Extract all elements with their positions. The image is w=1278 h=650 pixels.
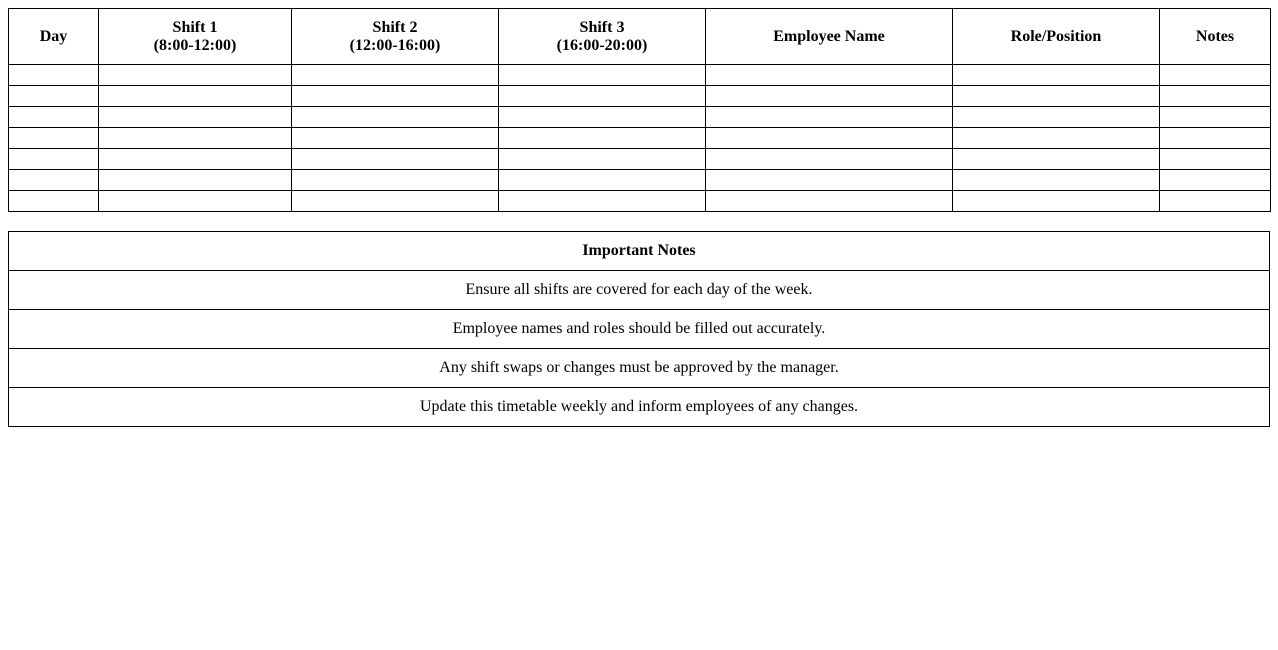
header-role-position: Role/Position [953,9,1160,65]
list-item [9,349,1270,388]
header-shift-3 [499,9,706,65]
cell-shift-1[interactable] [99,170,292,191]
shift-1-title: Shift 1 [172,18,218,36]
cell-shift-1[interactable] [99,128,292,149]
cell-notes[interactable] [1160,128,1271,149]
shift-schedule-table [8,8,1271,212]
cell-employee-name[interactable] [706,107,953,128]
cell-shift-3[interactable] [499,65,706,86]
cell-role-position[interactable] [953,170,1160,191]
cell-role-position[interactable] [953,65,1160,86]
header-shift-2 [292,9,499,65]
header-notes: Notes [1160,9,1271,65]
cell-shift-1[interactable] [99,107,292,128]
cell-shift-3[interactable] [499,107,706,128]
list-item [9,271,1270,310]
table-row [9,149,1271,170]
cell-notes[interactable] [1160,86,1271,107]
cell-notes[interactable] [1160,149,1271,170]
cell-shift-1[interactable] [99,149,292,170]
table-row [9,107,1271,128]
cell-employee-name[interactable] [706,65,953,86]
cell-day[interactable] [9,191,99,212]
cell-notes[interactable] [1160,170,1271,191]
cell-role-position[interactable] [953,86,1160,107]
shift-2-title: Shift 2 [372,18,418,36]
header-employee-name: Employee Name [706,9,953,65]
cell-day[interactable] [9,128,99,149]
cell-shift-3[interactable] [499,170,706,191]
schedule-header-row [9,9,1271,65]
cell-shift-3[interactable] [499,191,706,212]
cell-shift-1[interactable] [99,191,292,212]
cell-shift-3[interactable] [499,128,706,149]
header-day: Day [9,9,99,65]
cell-shift-2[interactable] [292,65,499,86]
cell-notes[interactable] [1160,107,1271,128]
note-text: Update this timetable weekly and inform employees of any changes. [9,388,1270,427]
note-text: Ensure all shifts are covered for each day of the week. [9,271,1270,310]
note-text: Employee names and roles should be filled out accurately. [9,310,1270,349]
important-notes-title: Important Notes [9,232,1270,271]
shift-2-time: (12:00-16:00) [349,36,441,54]
cell-day[interactable] [9,149,99,170]
shift-3-time: (16:00-20:00) [556,36,648,54]
cell-role-position[interactable] [953,191,1160,212]
cell-shift-2[interactable] [292,170,499,191]
cell-employee-name[interactable] [706,149,953,170]
list-item [9,310,1270,349]
cell-role-position[interactable] [953,149,1160,170]
cell-notes[interactable] [1160,191,1271,212]
cell-employee-name[interactable] [706,86,953,107]
cell-shift-2[interactable] [292,149,499,170]
cell-notes[interactable] [1160,65,1271,86]
cell-day[interactable] [9,65,99,86]
table-row [9,170,1271,191]
schedule-body [9,65,1271,212]
table-row [9,65,1271,86]
notes-body [9,271,1270,427]
cell-role-position[interactable] [953,128,1160,149]
shift-3-title: Shift 3 [579,18,625,36]
header-shift-1 [99,9,292,65]
cell-employee-name[interactable] [706,191,953,212]
cell-shift-2[interactable] [292,191,499,212]
cell-shift-3[interactable] [499,149,706,170]
cell-shift-2[interactable] [292,128,499,149]
important-notes-table [8,231,1270,427]
cell-shift-1[interactable] [99,65,292,86]
cell-day[interactable] [9,107,99,128]
note-text: Any shift swaps or changes must be approved by the manager. [9,349,1270,388]
cell-day[interactable] [9,86,99,107]
cell-employee-name[interactable] [706,170,953,191]
cell-role-position[interactable] [953,107,1160,128]
list-item [9,388,1270,427]
cell-shift-2[interactable] [292,86,499,107]
cell-employee-name[interactable] [706,128,953,149]
table-row [9,86,1271,107]
cell-shift-2[interactable] [292,107,499,128]
table-row [9,128,1271,149]
table-row [9,191,1271,212]
notes-header-row [9,232,1270,271]
cell-day[interactable] [9,170,99,191]
shift-1-time: (8:00-12:00) [153,36,237,54]
cell-shift-1[interactable] [99,86,292,107]
cell-shift-3[interactable] [499,86,706,107]
